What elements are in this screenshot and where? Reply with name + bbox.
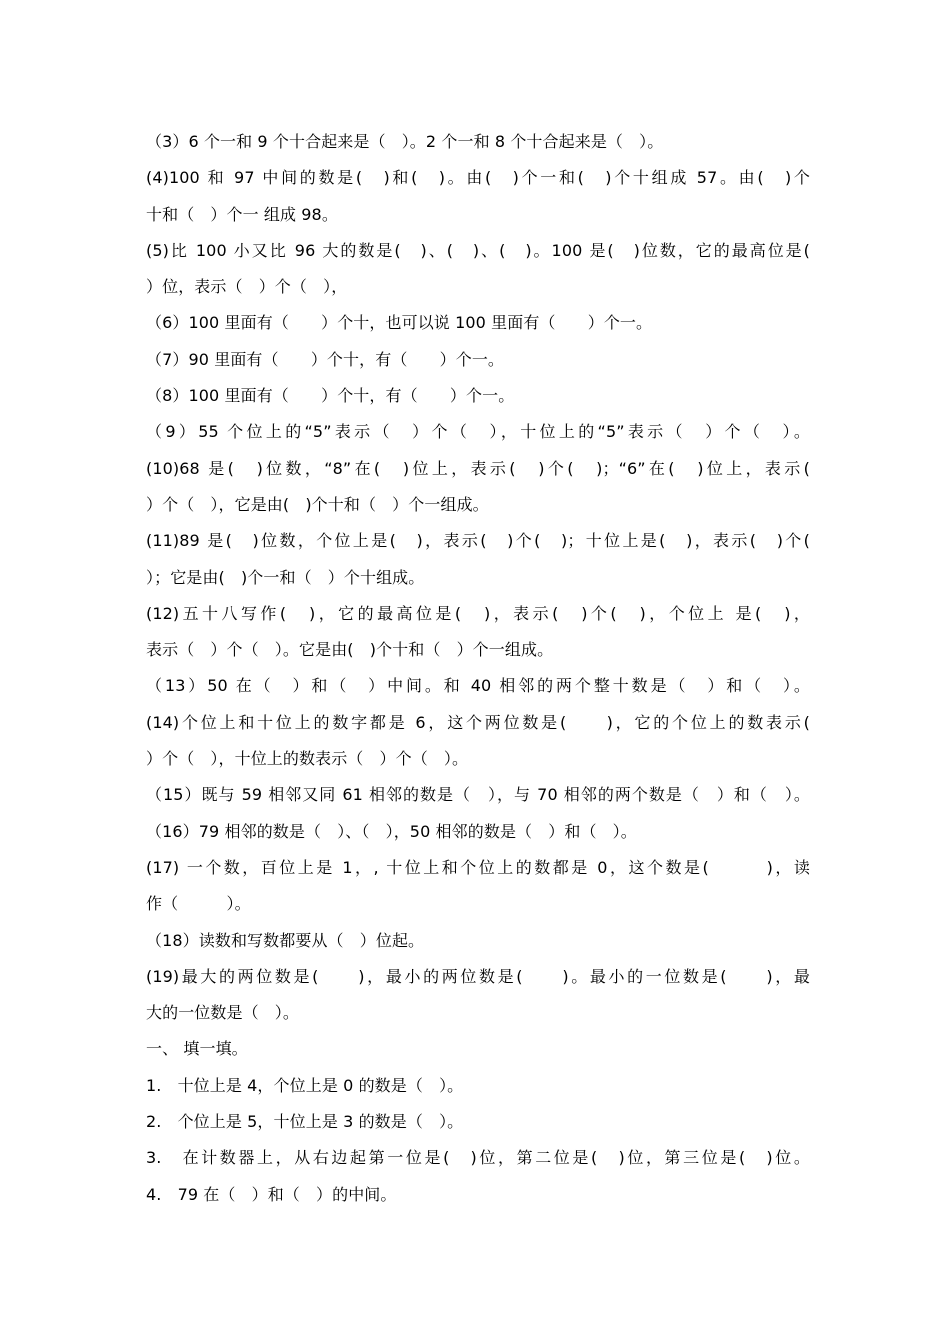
text-line: ）个（ ），十位上的数表示（ ）个（ ）。 — [146, 749, 469, 769]
text-line: （18）读数和写数都要从（ ）位起。 — [146, 930, 425, 950]
text-line: （6）100 里面有（ ）个十，也可以说 100 里面有（ ）个一。 — [146, 313, 653, 333]
text-line: （15）既与 59 相邻又同 61 相邻的数是（ ），与 70 相邻的两个数是（ ）和（ ）。 — [146, 785, 810, 805]
text-line: （9）55 个位上的“5”表示（ ）个（ ），十位上的“5”表示（ ）个（ ）。 — [146, 422, 810, 442]
text-line: ）个（ ），它是由( )个十和（ ）个一组成。 — [146, 494, 489, 514]
text-line: (4)100 和 97 中间的数是( )和( )。由( )个一和( )个十组成 57。由( )个 — [146, 168, 810, 188]
text-line: （7）90 里面有（ ）个十，有（ ）个一。 — [146, 349, 505, 369]
text-line: 1. 十位上是 4，个位上是 0 的数是（ ）。 — [146, 1075, 464, 1095]
text-line: (11)89 是( )位数，个位上是( )，表示( )个( )；十位上是( )，表示( )个( — [146, 531, 810, 551]
text-line: (19)最大的两位数是( )，最小的两位数是( )。最小的一位数是( )，最 — [146, 966, 810, 986]
text-line: 大的一位数是（ ）。 — [146, 1003, 300, 1023]
text-line: ）位，表示（ ）个（ ）， — [146, 277, 348, 297]
text-line: 2. 个位上是 5，十位上是 3 的数是（ ）。 — [146, 1112, 464, 1132]
text-line: (14)个位上和十位上的数字都是 6，这个两位数是( )，它的个位上的数表示( — [146, 712, 810, 732]
text-line: （8）100 里面有（ ）个十，有（ ）个一。 — [146, 386, 515, 406]
text-line: 表示（ ）个（ ）。它是由( )个十和（ ）个一组成。 — [146, 640, 554, 660]
text-line: (17) 一个数，百位上是 1，, 十位上和个位上的数都是 0，这个数是( )，读 — [146, 857, 810, 877]
text-line: （13）50 在（ ）和（ ）中间。和 40 相邻的两个整十数是（ ）和（ ）。 — [146, 676, 810, 696]
text-line: (5)比 100 小又比 96 大的数是( )、( )、( )。100 是( )位数，它的最高位是( — [146, 240, 810, 260]
text-line: (12)五十八写作( )，它的最高位是( )，表示( )个( )，个位上 是( )， — [146, 603, 810, 623]
text-line: （16）79 相邻的数是（ ）、（ ），50 相邻的数是（ ）和（ ）。 — [146, 821, 637, 841]
text-line: 3. 在计数器上，从右边起第一位是( )位，第二位是( )位，第三位是( )位。 — [146, 1148, 810, 1168]
question-list — [146, 124, 810, 1213]
text-line: （3）6 个一和 9 个十合起来是（ ）。2 个一和 8 个十合起来是（ ）。 — [146, 132, 664, 151]
text-line: ）；它是由( )个一和（ ）个十组成。 — [146, 567, 425, 587]
text-line: 作（ ）。 — [146, 894, 251, 914]
text-line: 十和（ ）个一 组成 98。 — [146, 204, 338, 224]
text-line: 4. 79 在（ ）和（ ）的中间。 — [146, 1184, 397, 1204]
text-line: (10)68 是( )位数，“8”在( )位上，表示( )个( )；“6”在( )位上，表示( — [146, 458, 810, 478]
text-line: 一、 填一填。 — [146, 1039, 248, 1059]
